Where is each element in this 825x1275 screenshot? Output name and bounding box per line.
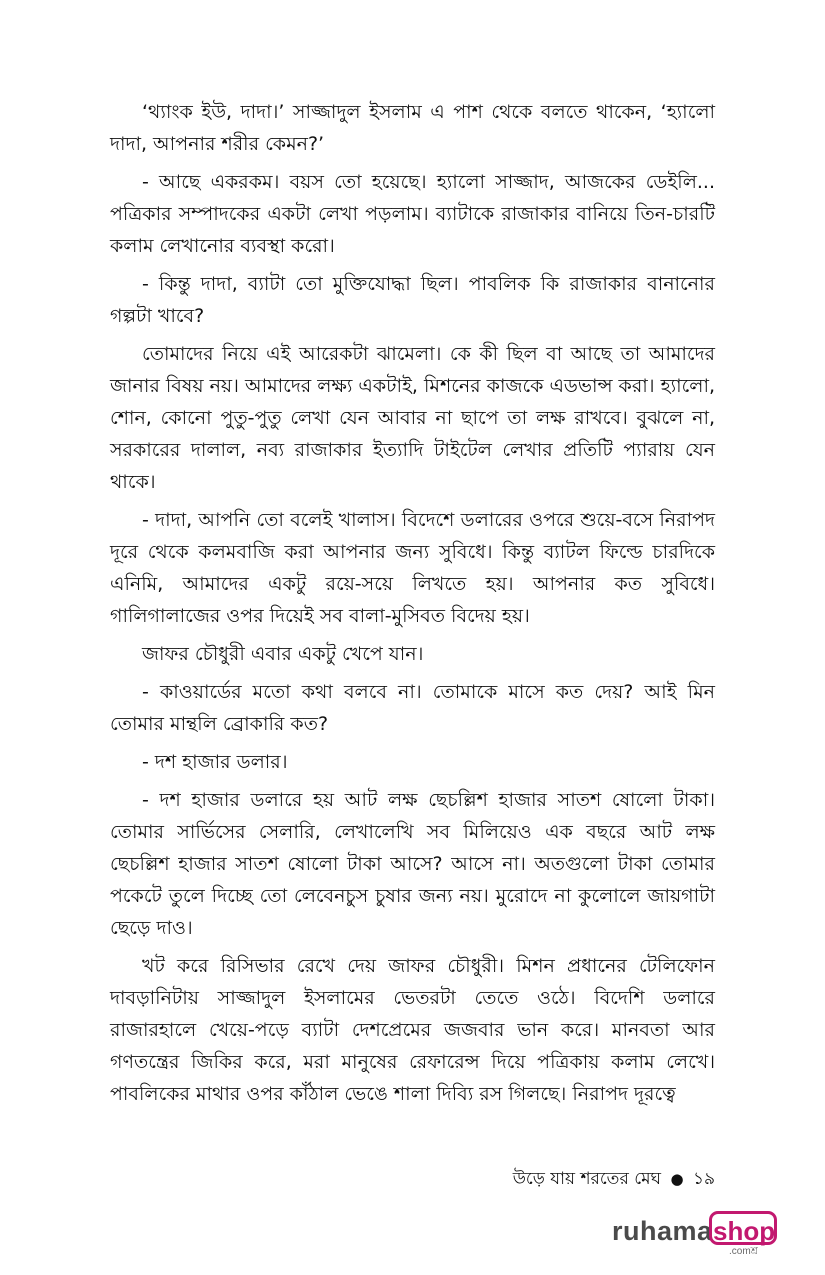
page-footer xyxy=(110,1168,715,1190)
logo-text-dotcom: .comশ্র xyxy=(729,1246,758,1257)
paragraph-3: - কিন্তু দাদা, ব্যাটা তো মুক্তিযোদ্ধা ছিল। পাবলিক কি রাজাকার বানানোর গল্পটা খাবে? xyxy=(110,273,715,327)
paragraph-2: - আছে একরকম। বয়স তো হয়েছে। হ্যালো সাজ্জাদ, আজকের ডেইলি... পত্রিকার সম্পাদকের একটা লেখা পড়লাম। ব্যাটাকে রাজাকার বানিয়ে তিন-চারটি কলাম লেখানোর ব্যবস্থা করো। xyxy=(110,171,715,257)
paragraph-4: তোমাদের নিয়ে এই আরেকটা ঝামেলা। কে কী ছিল বা আছে তা আমাদের জানার বিষয় নয়। আমাদের লক্ষ্য একটাই, মিশনের কাজকে এডভান্স করা। হ্যালো, শোন, কোনো পুতু-পুতু লেখা যেন আবার না ছাপে তা লক্ষ রাখবে। বুঝলে না, সরকারের দালাল, নব্য রাজাকার ইত্যাদি টাইটেল লেখার প্রতিটি প্যারায় যেন থাকে। xyxy=(110,343,715,493)
book-title: উড়ে যায় শরতের মেঘ xyxy=(512,1169,662,1189)
paragraph-10: খট করে রিসিভার রেখে দেয় জাফর চৌধুরী। মিশন প্রধানের টেলিফোন দাবড়ানিটায় সাজ্জাদুল ইসলামের ভেতরটা তেতে ওঠে। বিদেশি ডলারে রাজারহালে খেয়ে-পড়ে ব্যাটা দেশপ্রেমের জজবার ভান করে। মানবতা আর গণতন্ত্রের জিকির করে, মরা মানুষের রেফারেন্স দিয়ে পত্রিকায় কলাম লেখে। পাবলিকের মাথার ওপর কাঁঠাল ভেঙে শালা দিব্যি রস গিলছে। নিরাপদ দূরত্বে xyxy=(110,955,715,1105)
ruhamashop-logo xyxy=(612,1208,782,1256)
paragraph-9: - দশ হাজার ডলারে হয় আট লক্ষ ছেচল্লিশ হাজার সাতশ ষোলো টাকা। তোমার সার্ভিসের সেলারি, লেখালেখি সব মিলিয়েও এক বছরে আট লক্ষ ছেচল্লিশ হাজার সাতশ ষোলো টাকা আসে? আসে না। অতগুলো টাকা তোমার পকেটে তুলে দিচ্ছে তো লেবেনচুস চুষার জন্য নয়। মুরোদে না কুলোলে জায়গাটা ছেড়ে দাও। xyxy=(110,789,715,939)
logo-text-ruhama: ruhama xyxy=(612,1216,713,1246)
logo-text-shop: shop xyxy=(713,1216,776,1246)
bullet-icon: ● xyxy=(670,1170,684,1188)
paragraph-8: - দশ হাজার ডলার। xyxy=(142,751,288,773)
body-text xyxy=(110,96,715,1110)
paragraph-5: - দাদা, আপনি তো বলেই খালাস। বিদেশে ডলারের ওপরে শুয়ে-বসে নিরাপদ দূরে থেকে কলমবাজি করা আপনার জন্য সুবিধে। কিন্তু ব্যাটল ফিল্ডে চারদিকে এনিমি, আমাদের একটু রয়ে-সয়ে লিখতে হয়। আপনার কত সুবিধে। গালিগালাজের ওপর দিয়েই সব বালা-মুসিবত বিদেয় হয়। xyxy=(110,509,715,627)
paragraph-7: - কাওয়ার্ডের মতো কথা বলবে না। তোমাকে মাসে কত দেয়? আই মিন তোমার মান্থলি ব্রোকারি কত? xyxy=(110,681,715,735)
page-number: ১৯ xyxy=(692,1169,715,1189)
paragraph-6: জাফর চৌধুরী এবার একটু খেপে যান। xyxy=(142,643,424,665)
paragraph-1: ‘থ্যাংক ইউ, দাদা।’ সাজ্জাদুল ইসলাম এ পাশ থেকে বলতে থাকেন, ‘হ্যালো দাদা, আপনার শরীর কেমন?’ xyxy=(110,101,715,155)
